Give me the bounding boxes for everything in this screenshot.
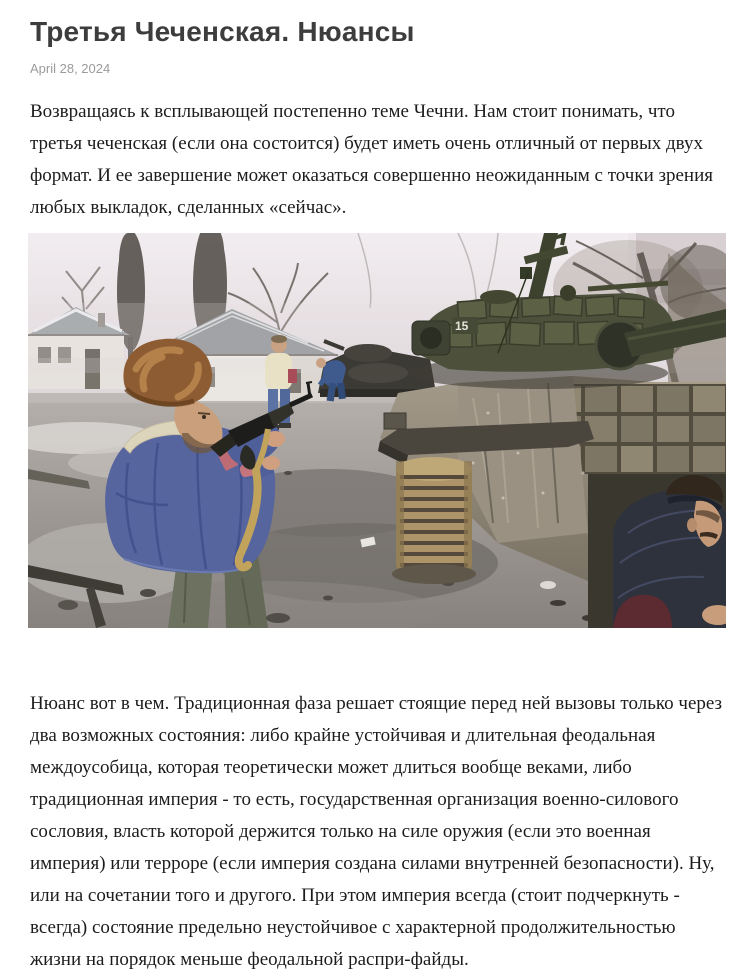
article-photo: [28, 233, 726, 628]
post-date: April 28, 2024: [30, 61, 111, 77]
photo-illustration: [28, 233, 726, 628]
tank-track: [392, 457, 476, 584]
tank-number: 15: [455, 319, 469, 334]
paragraph-intro: Возвращаясь к всплывающей постепенно теме Чечни. Нам стоит понимать, что третья чеченская (если она состоится) будет иметь очень отличный от первых двух формат. И ее завершение может оказаться совершенно неожиданным с точки зрения любых выкладок, сделанных «сейчас».: [30, 101, 713, 219]
page-title: Третья Чеченская. Нюансы: [30, 16, 415, 47]
paragraph-main: Нюанс вот в чем. Традиционная фаза решает стоящие перед ней вызовы только через два возможных состояния: либо крайне устойчивая и длительная феодальная междоусобица, которая теоретически может длиться вообще веками, либо традиционная империя - то есть, государственная организация военно-силового сословия, власть которой держится только на силе оружия (если это военная империя) или терроре (если империя создана силами внутренней безопасности). Ну, или на сочетании того и другого. При этом империя всегда (стоит подчеркнуть - всегда) состояние предельно неустойчивое с характерной продолжительностью жизни на порядок меньше феодальной распри-файды.: [30, 693, 723, 971]
